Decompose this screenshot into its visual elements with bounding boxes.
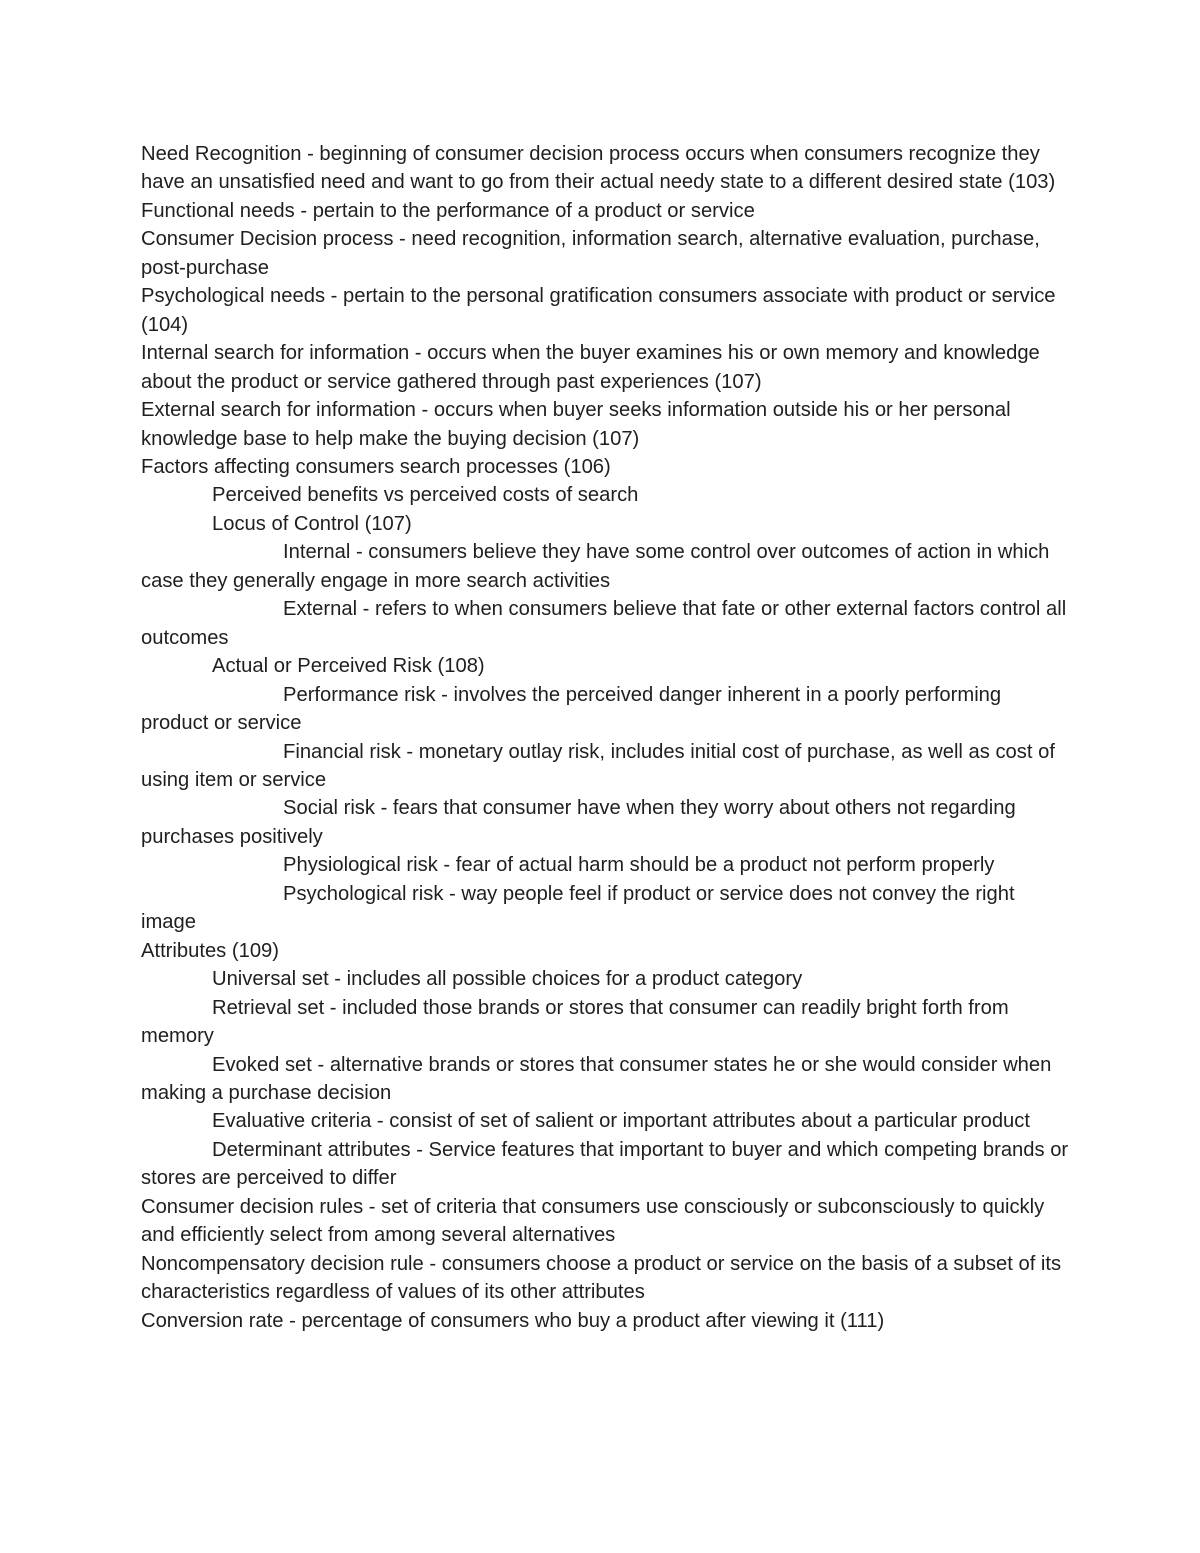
paragraph-financial-risk: Financial risk - monetary outlay risk, includes initial cost of purchase, as well as cost of using item or service — [141, 740, 1055, 791]
paragraph-retrieval-set: Retrieval set - included those brands or stores that consumer can readily bright forth from memory — [141, 996, 1009, 1048]
paragraph-conversion-rate: Conversion rate - percentage of consumers who buy a product after viewing it (111) — [141, 1309, 885, 1332]
paragraph-determinant-attributes: Determinant attributes - Service features that important to buyer and which competing brands or stores are perceived to differ — [141, 1138, 1069, 1190]
paragraph-performance-risk: Performance risk - involves the perceived danger inherent in a poorly performing product or service — [141, 683, 1002, 735]
paragraph-psychological-risk: Psychological risk - way people feel if product or service does not convey the right image — [141, 882, 1015, 934]
paragraph-locus-internal: Internal - consumers believe they have some control over outcomes of action in which case they generally engage in more search activities — [141, 541, 1050, 592]
paragraph-consumer-decision-rules: Consumer decision rules - set of criteria that consumers use consciously or subconsciously to quickly and efficiently select from among several alternatives — [141, 1195, 1045, 1247]
paragraph-noncompensatory-rule: Noncompensatory decision rule - consumers choose a product or service on the basis of a subset of its characteristics regardless of values of its other attributes — [141, 1252, 1062, 1304]
paragraph-consumer-decision-process: Consumer Decision process - need recognition, information search, alternative evaluation, purchase, post-purchase — [141, 228, 1040, 279]
paragraph-physiological-risk: Physiological risk - fear of actual harm should be a product not perform properly — [283, 854, 995, 877]
paragraph-evaluative-criteria: Evaluative criteria - consist of set of salient or important attributes about a particular product — [212, 1110, 1030, 1133]
paragraph-external-search: External search for information - occurs when buyer seeks information outside his or her personal knowledge base to help make the buying decision (107) — [141, 399, 1011, 450]
paragraph-factors-search: Factors affecting consumers search processes (106) — [141, 455, 611, 478]
document-body — [141, 140, 1071, 1335]
paragraph-functional-needs: Functional needs - pertain to the performance of a product or service — [141, 199, 755, 222]
paragraph-perceived-risk: Actual or Perceived Risk (108) — [212, 655, 485, 678]
paragraph-attributes: Attributes (109) — [141, 939, 280, 962]
paragraph-universal-set: Universal set - includes all possible choices for a product category — [212, 968, 803, 991]
paragraph-evoked-set: Evoked set - alternative brands or stores that consumer states he or she would consider when making a purchase decision — [141, 1053, 1052, 1104]
paragraph-social-risk: Social risk - fears that consumer have when they worry about others not regarding purchases positively — [141, 797, 1016, 848]
paragraph-internal-search: Internal search for information - occurs when the buyer examines his or own memory and knowledge about the product or service gathered through past experiences (107) — [141, 342, 1040, 393]
paragraph-locus-external: External - refers to when consumers believe that fate or other external factors control all outcomes — [141, 598, 1067, 649]
paragraph-locus-of-control: Locus of Control (107) — [212, 512, 412, 535]
paragraph-psychological-needs: Psychological needs - pertain to the personal gratification consumers associate with product or service (104) — [141, 285, 1056, 336]
paragraph-perceived-benefits: Perceived benefits vs perceived costs of search — [212, 484, 639, 507]
paragraph-need-recognition: Need Recognition - beginning of consumer decision process occurs when consumers recognize they have an unsatisfied need and want to go from their actual needy state to a different desired state (103) — [141, 143, 1056, 194]
